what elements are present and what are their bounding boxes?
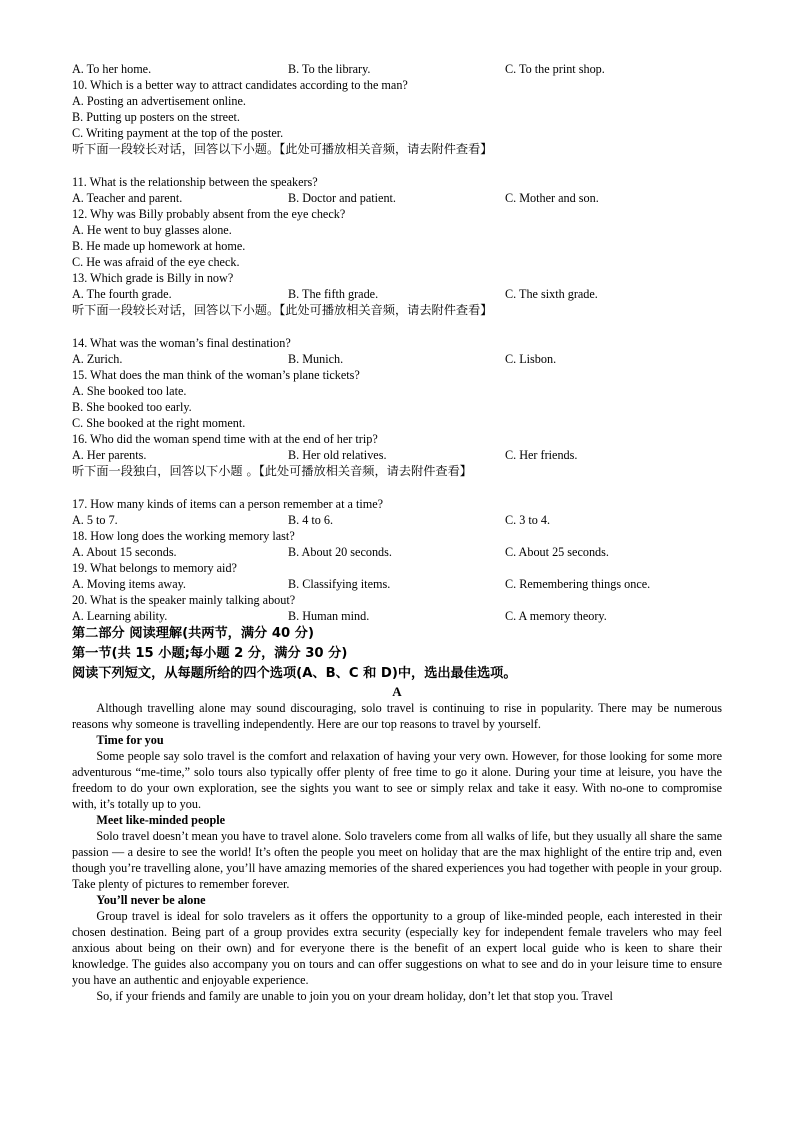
q14-options [72,351,722,367]
question-stem: 20. What is the speaker mainly talking about? [72,593,296,607]
option-c[interactable]: C. Mother and son. [505,191,599,205]
passage-label: A [392,684,402,699]
question-stem: 19. What belongs to memory aid? [72,561,237,575]
question-stem: 11. What is the relationship between the speakers? [72,175,318,189]
option-a[interactable]: A. 5 to 7. [72,513,118,527]
option-b[interactable]: B. 4 to 6. [288,513,334,527]
option-a[interactable]: A. Learning ability. [72,609,168,623]
option-c[interactable]: C. Remembering things once. [505,577,651,591]
option-c[interactable]: C. A memory theory. [505,609,607,623]
question-stem: 17. How many kinds of items can a person remember at a time? [72,497,384,511]
part-title: 第二部分 阅读理解(共两节，满分 40 分) [72,626,314,641]
q11-options [72,190,722,206]
option-c[interactable]: C. Writing payment at the top of the poster. [72,126,284,140]
option-b[interactable]: B. Munich. [288,352,344,366]
q13-options [72,286,722,302]
question-stem: 18. How long does the working memory last? [72,529,295,543]
option-c[interactable]: C. She booked at the right moment. [72,416,246,430]
option-c[interactable]: C. About 25 seconds. [505,545,609,559]
option-b[interactable]: B. About 20 seconds. [288,545,392,559]
option-b[interactable]: B. He made up homework at home. [72,239,246,253]
option-c[interactable]: C. 3 to 4. [505,513,551,527]
passage-subheading: Time for you [96,733,164,747]
audio-note[interactable]: 听下面一段较长对话，回答以下小题。【此处可播放相关音频，请去附件查看】 [72,142,493,156]
option-a[interactable]: A. The fourth grade. [72,287,172,301]
option-b[interactable]: B. The fifth grade. [288,287,379,301]
question-stem: 12. Why was Billy probably absent from the eye check? [72,207,346,221]
option-a[interactable]: A. Her parents. [72,448,147,462]
passage-subheading: You’ll never be alone [96,893,206,907]
option-a[interactable]: A. She booked too late. [72,384,187,398]
q18-options [72,544,722,560]
option-b[interactable]: B. Putting up posters on the street. [72,110,240,124]
question-stem: 10. Which is a better way to attract candidates according to the man? [72,78,408,92]
option-c[interactable]: C. Lisbon. [505,352,557,366]
section-title: 第一节(共 15 小题;每小题 2 分，满分 30 分) [72,646,348,661]
option-b[interactable]: B. Classifying items. [288,577,391,591]
option-a[interactable]: A. Posting an advertisement online. [72,94,246,108]
option-a[interactable]: A. To her home. [72,62,152,76]
question-stem: 14. What was the woman’s final destination? [72,336,291,350]
audio-note[interactable]: 听下面一段独白，回答以下小题 。【此处可播放相关音频，请去附件查看】 [72,464,472,478]
question-stem: 13. Which grade is Billy in now? [72,271,234,285]
option-b[interactable]: B. Human mind. [288,609,370,623]
passage-subheading: Meet like-minded people [96,813,226,827]
passage-paragraph: Some people say solo travel is the comfort and relaxation of having your very own. However, for those looking for some more adventurous “me-time,” solo tours also typically offer plenty of free time to go it alone. During your time at leisure, you have the freedom to do your own exploration, see the sights you want to see or simply relax and take it easy. With no-one to compromise with, it’s totally up to you. [72,749,722,811]
question-stem: 15. What does the man think of the woman’s plane tickets? [72,368,360,382]
q17-options [72,512,722,528]
option-c[interactable]: C. To the print shop. [505,62,605,76]
passage-paragraph: Solo travel doesn’t mean you have to travel alone. Solo travelers come from all walks of life, but they usually all share the same passion — a desire to see the world! It’s often the people you meet on holiday that are the max highlight of the entire trip and, even though you’re travelling alone, you’ll have amazing memories of the shared experiences you had together with people in your group. Take plenty of pictures to remember forever. [72,829,722,891]
q9-options [72,61,722,77]
option-a[interactable]: A. He went to buy glasses alone. [72,223,232,237]
audio-note[interactable]: 听下面一段较长对话，回答以下小题。【此处可播放相关音频，请去附件查看】 [72,303,493,317]
option-b[interactable]: B. To the library. [288,62,371,76]
q20-options [72,608,722,624]
option-a[interactable]: A. Zurich. [72,352,123,366]
option-a[interactable]: A. Moving items away. [72,577,186,591]
option-b[interactable]: B. She booked too early. [72,400,192,414]
exam-page [72,61,722,1004]
option-a[interactable]: A. Teacher and parent. [72,191,183,205]
question-stem: 16. Who did the woman spend time with at the end of her trip? [72,432,378,446]
option-a[interactable]: A. About 15 seconds. [72,545,177,559]
passage-paragraph: So, if your friends and family are unable to join you on your dream holiday, don’t let that stop you. Travel [96,989,613,1003]
option-b[interactable]: B. Her old relatives. [288,448,387,462]
option-c[interactable]: C. He was afraid of the eye check. [72,255,240,269]
option-c[interactable]: C. Her friends. [505,448,578,462]
q16-options [72,447,722,463]
option-b[interactable]: B. Doctor and patient. [288,191,396,205]
passage-paragraph: Group travel is ideal for solo travelers as it offers the opportunity to a group of like-minded people, each interested in their chosen destination. Being part of a group provides extra security (especially key for independent female travelers who may feel anxious about being on their own) and for everyone there is the benefit of an expert local guide who is keen to share their knowledge. The guides also accompany you on tours and can offer suggestions on what to see and do in your leisure time to ensure you have an authentic and enjoyable experience. [72,909,722,987]
section-instruction: 阅读下列短文，从每题所给的四个选项(A、B、C 和 D)中，选出最佳选项。 [72,666,517,681]
q19-options [72,576,722,592]
option-c[interactable]: C. The sixth grade. [505,287,598,301]
passage-paragraph: Although travelling alone may sound discouraging, solo travel is continuing to rise in popularity. There may be numerous reasons why someone is travelling independently. Here are our top reasons to travel by yourself. [72,701,722,731]
